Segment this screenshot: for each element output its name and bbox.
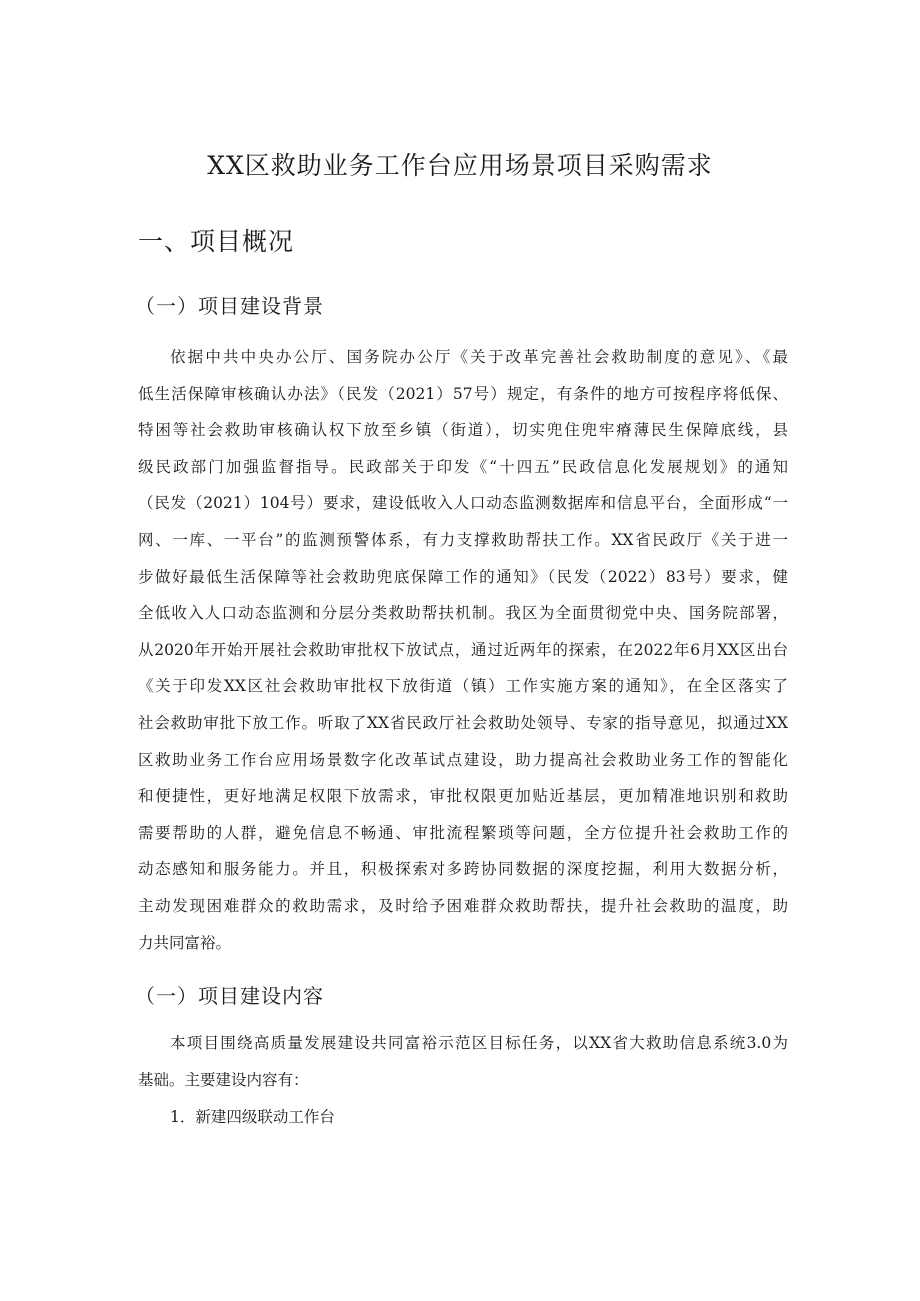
paragraph-line: 基础。主要建设内容有： xyxy=(138,1070,309,1089)
paragraph-line: 《关于印发XX区社会救助审批权下放街道（镇）工作实施方案的通知》，在全区落实了 xyxy=(138,677,788,696)
paragraph-line: 需要帮助的人群，避免信息不畅通、审批流程繁琐等问题，全方位提升社会救助工作的 xyxy=(138,823,788,842)
paragraph-line: 动态感知和服务能力。并且，积极探索对多跨协同数据的深度挖掘，利用大数据分析， xyxy=(138,860,788,879)
paragraph-line: 低生活保障审核确认办法》（民发（2021）57号）规定，有条件的地方可按程序将低保、 xyxy=(138,384,788,403)
subsection-heading-background: （一）项目建设背景 xyxy=(135,294,324,318)
section-heading-project-overview: 一、项目概况 xyxy=(138,227,295,256)
paragraph-line: 全低收入人口动态监测和分层分类救助帮扶机制。我区为全面贯彻党中央、国务院部署， xyxy=(138,604,788,623)
paragraph-line: 级民政部门加强监督指导。民政部关于印发《“十四五”民政信息化发展规划》的通知 xyxy=(138,457,788,476)
paragraph-line: 特困等社会救助审核确认权下放至乡镇（街道），切实兜住兜牢瘠薄民生保障底线，县 xyxy=(138,421,788,440)
paragraph-line: 网、一库、一平台”的监测预警体系，有力支撑救助帮扶工作。XX省民政厅《关于进一 xyxy=(138,530,788,549)
paragraph-line: 主动发现困难群众的救助需求，及时给予困难群众救助帮扶，提升社会救助的温度，助 xyxy=(138,896,788,915)
paragraph-line: 和便捷性，更好地满足权限下放需求，审批权限更加贴近基层，更加精准地识别和救助 xyxy=(138,787,788,806)
paragraph-line: 从2020年开始开展社会救助审批权下放试点，通过近两年的探索，在2022年6月XX区出台 xyxy=(138,640,788,659)
subsection-heading-content: （一）项目建设内容 xyxy=(135,984,324,1008)
paragraph-line: 本项目围绕高质量发展建设共同富裕示范区目标任务，以XX省大救助信息系统3.0为 xyxy=(170,1034,788,1052)
paragraph-line: 区救助业务工作台应用场景数字化改革试点建设，助力提高社会救助业务工作的智能化 xyxy=(138,750,788,769)
content-paragraph xyxy=(138,1025,788,1098)
paragraph-line: 社会救助审批下放工作。听取了XX省民政厅社会救助处领导、专家的指导意见，拟通过XX xyxy=(138,713,788,732)
paragraph-line: （民发（2021）104号）要求，建设低收入人口动态监测数据库和信息平台，全面形成“一 xyxy=(138,494,788,513)
document-title: XX区救助业务工作台应用场景项目采购需求 xyxy=(207,151,713,180)
paragraph-line: 力共同富裕。 xyxy=(138,933,232,952)
paragraph-line: 步做好最低生活保障等社会救助兜底保障工作的通知》（民发（2022）83号）要求，健 xyxy=(138,567,788,586)
list-item: 1．新建四级联动工作台 xyxy=(170,1108,335,1126)
paragraph-line: 依据中共中央办公厅、国务院办公厅《关于改革完善社会救助制度的意见》、《最 xyxy=(170,348,788,366)
background-paragraph xyxy=(138,339,788,961)
